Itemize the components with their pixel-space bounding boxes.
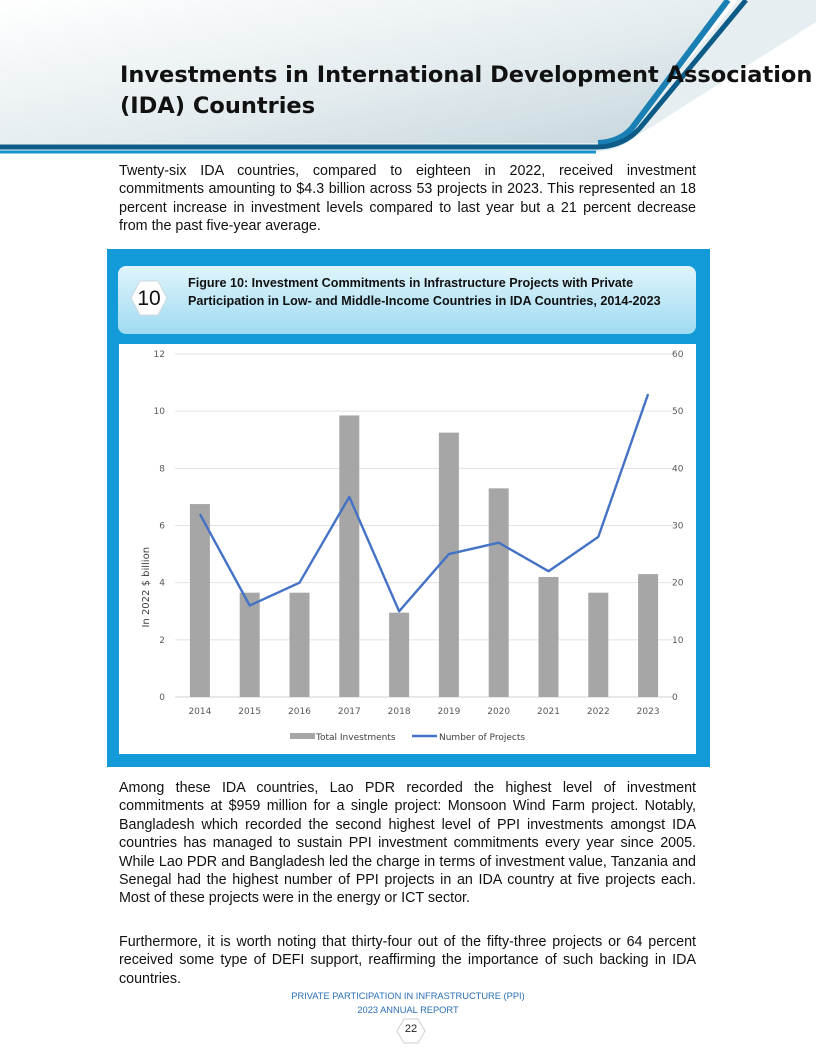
bar-total-investments	[539, 577, 559, 697]
y2-tick-label: 20	[672, 578, 684, 589]
bar-total-investments	[638, 574, 658, 697]
y-tick-label: 0	[159, 693, 165, 703]
legend-label-total-investments: Total Investments	[316, 733, 396, 743]
x-tick-label: 2017	[337, 707, 361, 717]
paragraph-2: Among these IDA countries, Lao PDR recorded the highest level of investment commitments at $959 million for a single project: Monsoon Wind Farm project. Notably, Bangladesh which recorded the second highest level of PPI investments amongst IDA countries has managed to sustain PPI investment commitments every year since 2005. While Lao PDR and Bangladesh led the charge in terms of investment value, Tanzania and Senegal had the highest number of PPI projects in an IDA country at five projects each. Most of these projects were in the energy or ICT sector.	[119, 780, 696, 907]
y-tick-label: 6	[159, 521, 165, 532]
bar-total-investments	[389, 613, 409, 697]
y-tick-label: 12	[153, 350, 165, 360]
figure-title: Figure 10: Investment Commitments in Infrastructure Projects with Private Participation in Low- and Middle-Income Countries in IDA Countries, 2014-2023	[188, 276, 661, 308]
bar-total-investments	[339, 415, 359, 697]
x-tick-label: 2020	[487, 707, 511, 717]
legend-label-number-of-projects: Number of Projects	[439, 733, 526, 743]
bar-total-investments	[489, 488, 509, 697]
footer-line-2: 2023 ANNUAL REPORT	[357, 1005, 459, 1015]
page-number: 22	[404, 1023, 418, 1035]
x-tick-label: 2018	[387, 707, 411, 717]
y2-tick-label: 50	[672, 407, 684, 418]
chart	[119, 344, 696, 754]
legend-swatch-total-investments	[290, 733, 315, 739]
y2-tick-label: 40	[672, 464, 684, 475]
y-tick-label: 4	[159, 578, 165, 589]
x-tick-label: 2015	[238, 707, 262, 717]
bar-total-investments	[240, 593, 260, 697]
x-tick-label: 2022	[586, 707, 610, 717]
figure-number-badge	[130, 279, 168, 317]
x-tick-label: 2021	[537, 707, 560, 717]
y2-tick-label: 30	[672, 521, 684, 532]
y-tick-label: 8	[159, 464, 165, 475]
bar-total-investments	[290, 593, 310, 697]
page-title: Investments in International Development Association (IDA) Countries	[120, 62, 813, 119]
y2-tick-label: 10	[672, 635, 684, 646]
x-tick-label: 2019	[437, 707, 461, 717]
bar-total-investments	[439, 433, 459, 697]
bar-total-investments	[190, 504, 210, 697]
intro-paragraph: Twenty-six IDA countries, compared to eighteen in 2022, received investment commitments amounting to $4.3 billion across 53 projects in 2023. This represented an 18 percent increase in investment levels compared to last year but a 21 percent decrease from the past five-year average.	[119, 163, 696, 235]
x-tick-label: 2016	[288, 707, 311, 717]
x-tick-label: 2023	[636, 707, 660, 717]
bar-total-investments	[588, 593, 608, 697]
footer-line-1: PRIVATE PARTICIPATION IN INFRASTRUCTURE (PPI)	[291, 991, 525, 1001]
figure-number: 10	[137, 287, 161, 310]
y-axis-label: In 2022 $ billion	[141, 546, 152, 628]
y2-tick-label: 60	[672, 350, 684, 360]
paragraph-3: Furthermore, it is worth noting that thirty-four out of the fifty-three projects or 64 percent received some type of DEFI support, reaffirming the importance of such backing in IDA countries.	[119, 934, 696, 987]
line-number-of-projects	[200, 394, 648, 611]
x-tick-label: 2014	[188, 707, 212, 717]
y-tick-label: 10	[153, 407, 165, 418]
y-tick-label: 2	[159, 635, 165, 646]
y2-tick-label: 0	[672, 693, 678, 703]
chart-area	[119, 344, 696, 754]
